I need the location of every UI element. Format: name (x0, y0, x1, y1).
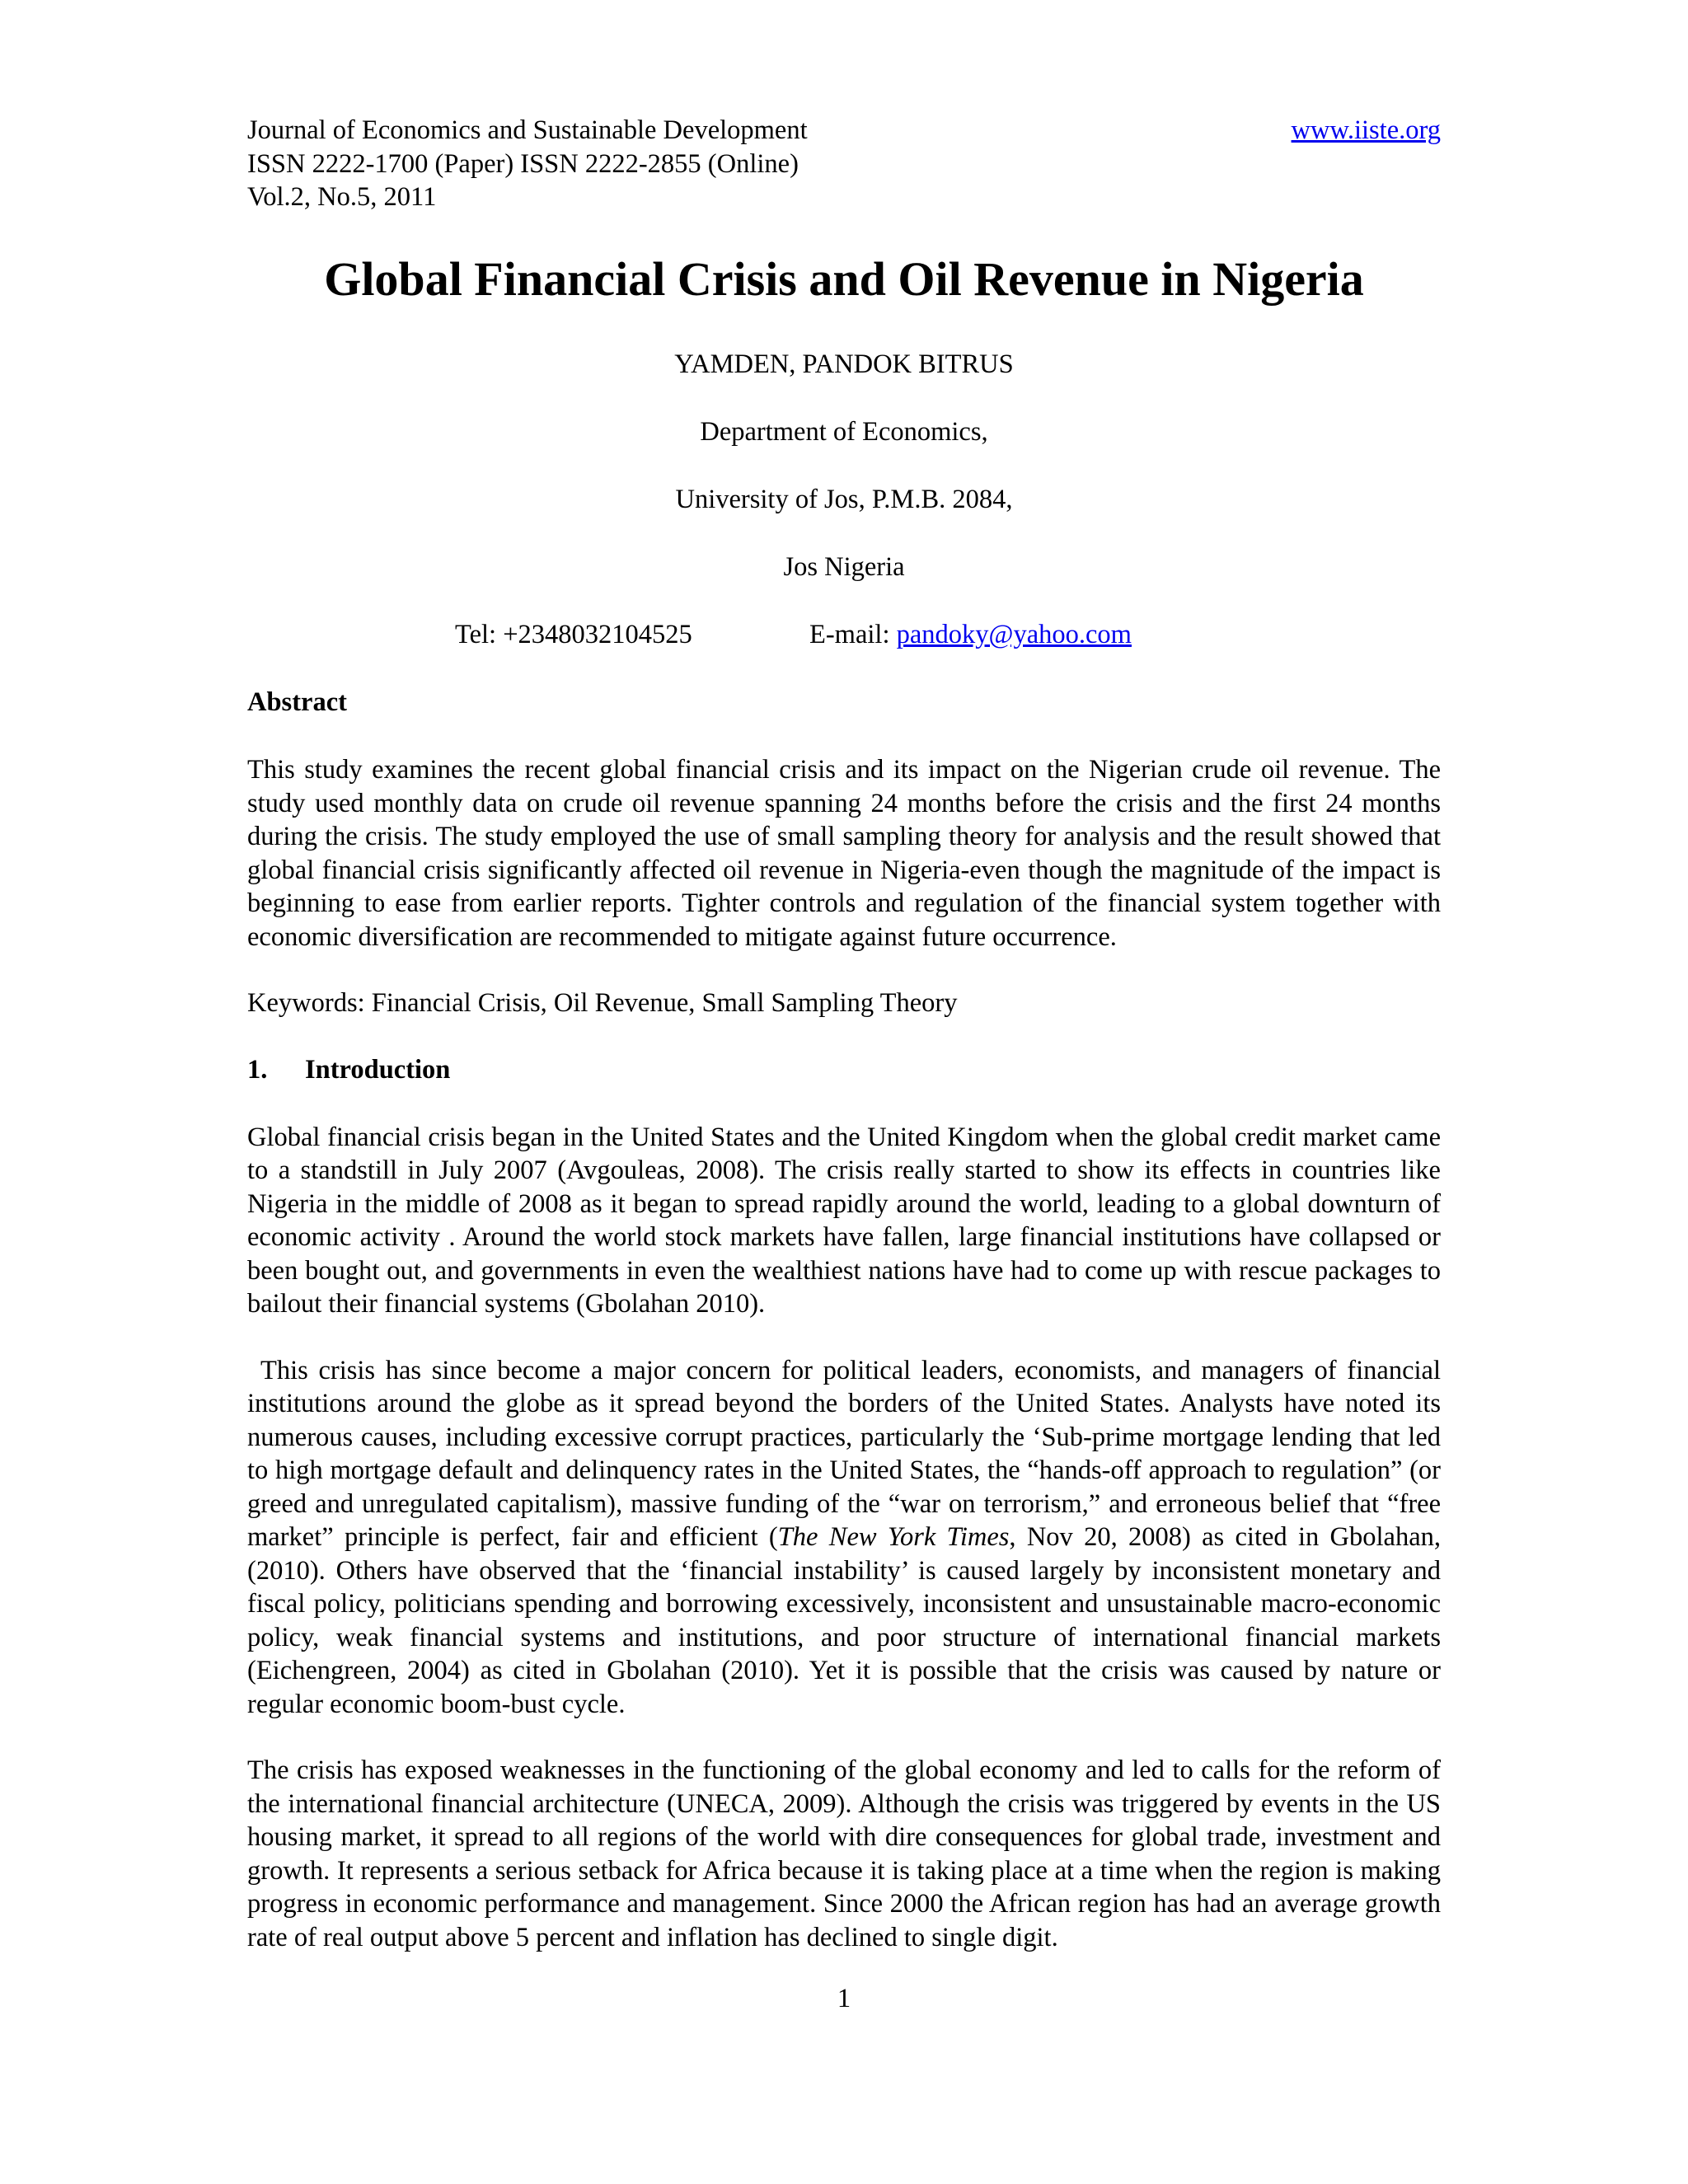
intro-paragraph-2 (247, 1354, 1441, 1722)
intro-paragraph-2-citation-italic: The New York Times (777, 1522, 1010, 1552)
author-location: Jos Nigeria (783, 552, 905, 582)
intro-paragraph-2-part-1: This crisis has since become a major concern for political leaders, economists, and managers of financial institutions around the globe as it spread beyond the borders of the United States. Analysts have noted its numerous causes, including excessive corrupt practices, particularly the ‘Sub-prime mortgage lending that led to high mortgage default and delinquency rates in the United States, the “hands-off approach to regulation” (or greed and unregulated capitalism), massive funding of the “war on terrorism,” and erroneous belief that “free market” principle is perfect, fair and efficient ( (247, 1355, 1441, 1552)
paper-page (247, 114, 1441, 1987)
keywords-line: Keywords: Financial Crisis, Oil Revenue, Small Sampling Theory (247, 988, 958, 1018)
author-university: University of Jos, P.M.B. 2084, (675, 485, 1013, 514)
abstract-heading: Abstract (247, 687, 347, 717)
page-number: 1 (837, 1984, 851, 2013)
paper-title: Global Financial Crisis and Oil Revenue in Nigeria (324, 252, 1364, 306)
journal-volume: Vol.2, No.5, 2011 (247, 182, 437, 212)
author-telephone: Tel: +2348032104525 (455, 620, 692, 649)
section-title: Introduction (305, 1054, 451, 1085)
journal-name: Journal of Economics and Sustainable Development (247, 115, 808, 145)
email-label: E-mail: (809, 620, 897, 649)
journal-header (247, 114, 1441, 214)
intro-paragraph-2-part-2: , Nov 20, 2008) as cited in Gbolahan, (2010). Others have observed that the ‘financial instability’ is caused largely by inconsistent monetary and fiscal policy, politicians spending and borrowing excessively, inconsistent and unsustainable macro-economic policy, weak financial systems and institutions, and poor structure of international financial markets (Eichengreen, 2004) as cited in Gbolahan (2010). Yet it is possible that the crisis was caused by nature or regular economic boom-bust cycle. (247, 1522, 1441, 1719)
section-heading-introduction (247, 1053, 1441, 1121)
author-block (247, 348, 1441, 618)
abstract-text: This study examines the recent global financial crisis and its impact on the Nigerian crude oil revenue. The study used monthly data on crude oil revenue spanning 24 months before the crisis and the first 24 months during the crisis. The study employed the use of small sampling theory for analysis and the result showed that global financial crisis significantly affected oil revenue in Nigeria-even though the magnitude of the impact is beginning to ease from earlier reports. Tighter controls and regulation of the financial system together with economic diversification are recommended to mitigate against future occurrence. (247, 755, 1441, 952)
author-department: Department of Economics, (700, 417, 988, 447)
section-number: 1. (247, 1054, 268, 1085)
author-email-line (809, 618, 1132, 651)
journal-website-link[interactable]: www.iiste.org (1291, 115, 1441, 145)
author-name: YAMDEN, PANDOK BITRUS (674, 349, 1014, 379)
author-email-link[interactable]: pandoky@yahoo.com (896, 620, 1132, 649)
journal-issn: ISSN 2222-1700 (Paper) ISSN 2222-2855 (Online) (247, 148, 799, 179)
intro-paragraph-3: The crisis has exposed weaknesses in the functioning of the global economy and led to calls for the reform of the international financial architecture (UNECA, 2009). Although the crisis was triggered by events in the US housing market, it spread to all regions of the world with dire consequences for global trade, investment and growth. It represents a serious setback for Africa because it is taking place at a time when the region is making progress in economic performance and management. Since 2000 the African region has had an average growth rate of real output above 5 percent and inflation has declined to single digit. (247, 1755, 1441, 1952)
intro-paragraph-1: Global financial crisis began in the United States and the United Kingdom when the global credit market came to a standstill in July 2007 (Avgouleas, 2008). The crisis really started to show its effects in countries like Nigeria in the middle of 2008 as it began to spread rapidly around the world, leading to a global downturn of economic activity . Around the world stock markets have fallen, large financial institutions have collapsed or been bought out, and governments in even the wealthiest nations have had to come up with rescue packages to bailout their financial systems (Gbolahan 2010). (247, 1122, 1441, 1319)
author-contact (247, 618, 1441, 686)
